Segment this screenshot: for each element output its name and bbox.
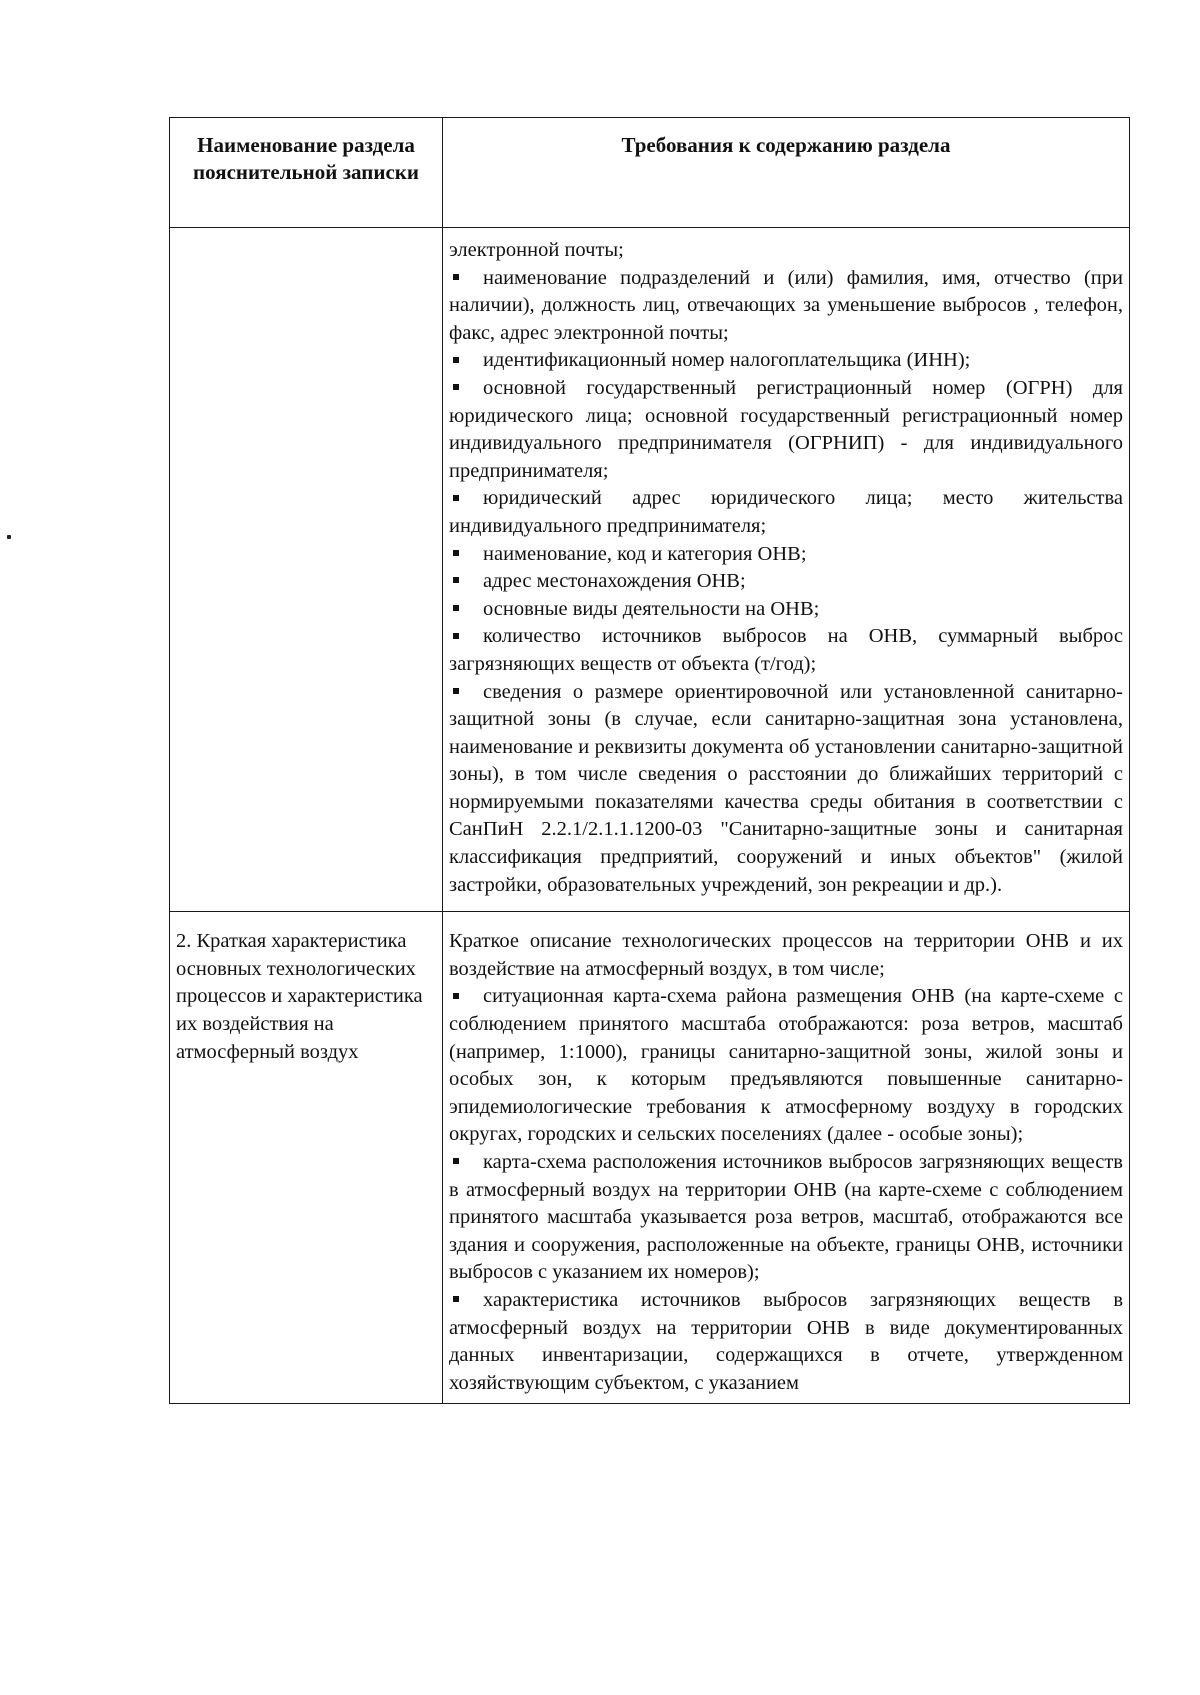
section-name-cell: 2. Краткая характеристика основных технологических процессов и характеристика их воздействия на атмосферный воздух	[170, 912, 443, 1404]
requirements-cell	[443, 228, 1130, 912]
requirements-list	[449, 928, 1123, 1397]
item-text: электронной почты;	[449, 239, 624, 261]
bullet-marker-icon	[453, 633, 459, 639]
bullet-item	[449, 568, 1123, 596]
bullet-marker-icon	[453, 550, 459, 556]
paragraph	[449, 237, 1123, 265]
bullet-marker-icon	[453, 495, 459, 501]
bullet-item	[449, 1149, 1123, 1287]
item-text: ситуационная карта-схема района размещения ОНВ (на карте-схеме с соблюдением принятого масштаба отображаются: роза ветров, масштаб (например, 1:1000), границы санитарно-защитной зоны, жилой зоны и особых зон, к которым предъявляются повышенные санитарно-эпидемиологические требования к атмосферному воздуху в городских округах, городских и сельских поселениях (далее - особые зоны);	[449, 985, 1123, 1146]
item-text: адрес местонахождения ОНВ;	[483, 570, 746, 593]
requirements-table	[169, 117, 1130, 1404]
bullet-item	[449, 1287, 1123, 1397]
bullet-marker-icon	[453, 577, 459, 583]
bullet-item	[449, 983, 1123, 1149]
item-text: карта-схема расположения источников выбросов загрязняющих веществ в атмосферный воздух на территории ОНВ (на карте-схеме с соблюдением принятого масштаба указывается роза ветров, масштаб, отображаются все здания и сооружения, расположенные на объекте, границы ОНВ, источники выбросов с указанием их номеров);	[449, 1151, 1123, 1284]
item-text: характеристика источников выбросов загрязняющих веществ в атмосферный воздух на территории ОНВ в виде документированных данных инвентаризации, содержащихся в отчете, утвержденном хозяйствующим субъектом, с указанием	[449, 1288, 1123, 1394]
item-text: основные виды деятельности на ОНВ;	[483, 597, 820, 620]
paragraph	[449, 928, 1123, 983]
bullet-item	[449, 596, 1123, 624]
bullet-item	[449, 485, 1123, 540]
bullet-marker-icon	[453, 1158, 459, 1164]
bullet-item	[449, 375, 1123, 485]
requirements-cell	[443, 912, 1130, 1404]
bullet-item	[449, 679, 1123, 900]
bullet-marker-icon	[453, 993, 459, 999]
item-text: юридический адрес юридического лица; место жительства индивидуального предпринимателя;	[449, 487, 1123, 537]
bullet-marker-icon	[453, 605, 459, 611]
item-text: Краткое описание технологических процессов на территории ОНВ и их воздействие на атмосферный воздух, в том числе;	[449, 930, 1123, 980]
item-text: основной государственный регистрационный номер (ОГРН) для юридического лица; основной государственный регистрационный номер индивидуального предпринимателя (ОГРНИП) - для индивидуального предпринимателя;	[449, 376, 1123, 482]
item-text: сведения о размере ориентировочной или установленной санитарно-защитной зоны (в случае, если санитарно-защитная зона установлена, наименование и реквизиты документа об установлении санитарно-защитной зоны), в том числе сведения о расстоянии до ближайших территорий с нормируемыми показателями качества среды обитания в соответствии с СанПиН 2.2.1/2.1.1.1200-03 "Санитарно-защитные зоны и санитарная классификация предприятий, сооружений и иных объектов" (жилой застройки, образовательных учреждений, зон рекреации и др.).	[449, 680, 1123, 896]
bullet-item	[449, 265, 1123, 348]
header-requirements: Требования к содержанию раздела	[443, 118, 1130, 228]
bullet-marker-icon	[453, 357, 459, 363]
bullet-marker-icon	[453, 1296, 459, 1302]
bullet-item	[449, 347, 1123, 375]
bullet-marker-icon	[453, 688, 459, 694]
item-text: идентификационный номер налогоплательщика (ИНН);	[483, 349, 971, 372]
requirements-list	[449, 237, 1123, 899]
bullet-item	[449, 541, 1123, 569]
scan-speck	[7, 535, 11, 539]
table-header-row	[170, 118, 1130, 228]
item-text: наименование подразделений и (или) фамилия, имя, отчество (при наличии), должность лиц, отвечающих за уменьшение выбросов , телефон, факс, адрес электронной почты;	[449, 266, 1123, 344]
bullet-marker-icon	[453, 384, 459, 390]
bullet-item	[449, 623, 1123, 678]
table-row	[170, 228, 1130, 912]
table-row	[170, 912, 1130, 1404]
item-text: наименование, код и категория ОНВ;	[483, 542, 807, 565]
bullet-marker-icon	[453, 274, 459, 280]
header-section-name: Наименование раздела пояснительной записки	[170, 118, 443, 228]
item-text: количество источников выбросов на ОНВ, суммарный выброс загрязняющих веществ от объекта (т/год);	[449, 625, 1123, 675]
section-name-cell	[170, 228, 443, 912]
